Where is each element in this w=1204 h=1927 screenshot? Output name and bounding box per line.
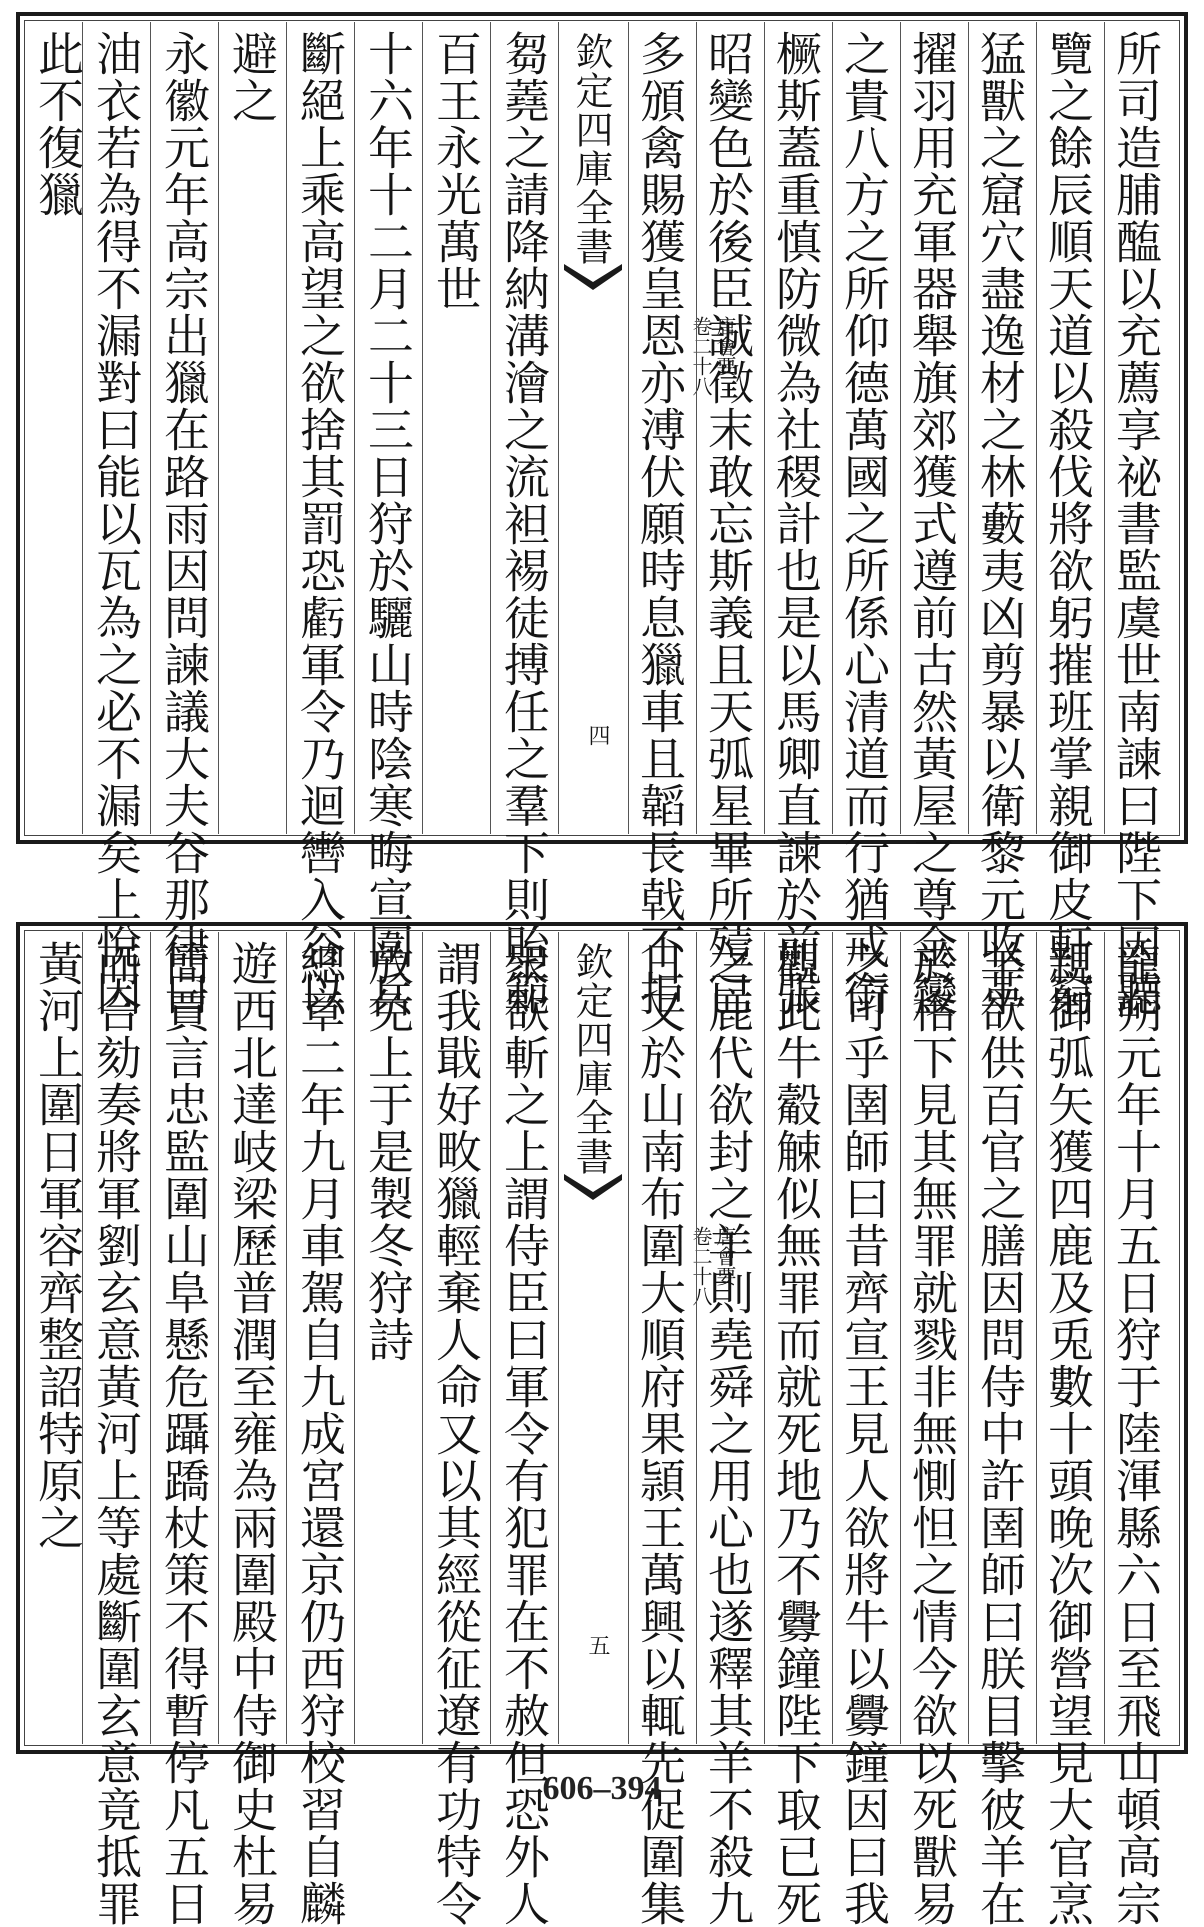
column-rule	[696, 932, 697, 1744]
text-column	[222, 30, 282, 830]
text-column	[154, 30, 214, 1017]
chapter-title: 唐會要	[713, 1226, 737, 1286]
text-column	[970, 30, 1030, 1017]
fish-tail-icon	[562, 262, 624, 292]
fish-tail-icon	[562, 1172, 624, 1202]
column-text: 於格下見其無罪就戮非無惻怛之情今欲以死獸易	[905, 940, 959, 1927]
column-rule	[832, 932, 833, 1744]
text-column	[766, 940, 826, 1927]
column-text: 之可乎圉師曰昔齊宣王見人欲將牛以釁鐘因曰我	[837, 940, 891, 1927]
top-page	[16, 12, 1188, 1017]
column-rule	[696, 22, 697, 834]
text-column	[290, 940, 350, 1927]
column-rule	[422, 932, 423, 1744]
text-column	[358, 30, 418, 1017]
column-rule	[968, 22, 969, 834]
column-text: 百王永光萬世	[429, 30, 483, 312]
column-rule	[1036, 932, 1037, 1744]
column-text: 橛斯蓋重慎防微為社稷計也是以馬卿直諫於前張	[769, 30, 823, 1017]
column-rule	[900, 932, 901, 1744]
text-column	[630, 940, 690, 1927]
text-column	[1106, 30, 1166, 1017]
column-text: 而合劾奏將軍劉玄意黃河上等處斷圍玄意竟抵罪	[89, 940, 143, 1927]
column-rule	[764, 22, 765, 834]
text-column	[426, 30, 486, 830]
text-column	[154, 940, 214, 1927]
column-rule	[286, 932, 287, 1744]
column-text: 放免上于是製冬狩詩	[361, 940, 415, 1363]
chapter-volume: 卷二十八	[689, 1226, 713, 1306]
text-column	[766, 30, 826, 1017]
text-column	[1038, 30, 1098, 1017]
column-rule	[422, 22, 423, 834]
text-column	[698, 30, 758, 1017]
text-column	[1038, 940, 1098, 1927]
text-column	[494, 30, 554, 1017]
column-text: 所司造脯醢以充薦享祕書監虞世南諫曰陛下因聽	[1109, 30, 1163, 1017]
chapter-volume: 卷二十八	[689, 316, 713, 396]
column-rule	[1036, 22, 1037, 834]
column-text: 永徽元年高宗出獵在路雨因問諫議大夫谷那律曰	[157, 30, 211, 1017]
column-text: 衆欲斬之上謂侍臣曰軍令有犯罪在不赦但恐外人	[497, 940, 551, 1927]
column-text: 十六年十二月二十三日狩於驪山時陰寒晦宣圍兵	[361, 30, 415, 1017]
column-text: 總章二年九月車駕自九成宮還京仍西狩校習自麟	[293, 940, 347, 1927]
text-column	[902, 30, 962, 1017]
text-column	[834, 940, 894, 1927]
text-column	[494, 940, 554, 1927]
text-column	[426, 940, 486, 1927]
column-rule	[82, 932, 83, 1744]
text-column	[86, 940, 146, 1927]
column-text: 覽之餘辰順天道以殺伐將欲躬摧班掌親御皮軒窮	[1041, 30, 1095, 1017]
column-rule	[354, 22, 355, 834]
column-rule	[1104, 932, 1105, 1744]
column-text: 日又於山南布圍大順府果頴王萬興以輒先促圍集	[633, 940, 687, 1927]
column-rule	[968, 932, 969, 1744]
chapter-label	[580, 316, 736, 396]
text-column	[290, 30, 350, 1017]
book-title: 欽定四庫全書	[569, 32, 613, 266]
column-rule	[558, 22, 559, 834]
text-column	[970, 940, 1030, 1927]
column-text: 黃河上圍日軍容齊整詔特原之	[31, 940, 85, 1551]
column-rule	[150, 22, 151, 834]
text-column	[28, 940, 88, 1740]
text-column	[1106, 940, 1166, 1927]
column-rule	[82, 22, 83, 834]
column-text: 謂我戢好畋獵輕棄人命又以其經從征遼有功特令	[429, 940, 483, 1927]
column-text: 羊欲供百官之膳因問侍中許圉師曰朕目擊彼羊在	[973, 940, 1027, 1927]
book-title: 欽定四庫全書	[569, 942, 613, 1176]
column-rule	[900, 22, 901, 834]
text-column	[834, 30, 894, 1017]
page-code: 606–394	[542, 1770, 662, 1807]
column-text: 龍朔元年十月五日狩于陸渾縣六日至飛山頓高宗	[1109, 940, 1163, 1927]
column-text: 此不復獵	[31, 30, 85, 218]
chapter-title: 唐會要	[713, 316, 737, 376]
text-column	[698, 940, 758, 1927]
column-text: 觀此牛觳觫似無罪而就死地乃不釁鐘陛下取已死	[769, 940, 823, 1927]
column-rule	[490, 932, 491, 1744]
column-rule	[628, 932, 629, 1744]
text-column	[28, 30, 88, 830]
column-text: 之貴八方之所仰德萬國之所係心清道而行猶戒銜	[837, 30, 891, 1017]
column-text: 多頒禽賜獲皇恩亦溥伏願時息獵車且韜長戟不拒	[633, 30, 687, 1017]
column-rule	[832, 22, 833, 834]
column-text: 親御弧矢獲四鹿及兎數十頭晚次御營望見大官烹	[1041, 940, 1095, 1927]
column-rule	[764, 932, 765, 1744]
page-number: 四	[585, 724, 610, 746]
text-column	[222, 940, 282, 1927]
column-rule	[628, 22, 629, 834]
column-text: 斷絕上乘高望之欲捨其罰恐虧軍令乃迴轡入谷以	[293, 30, 347, 1017]
column-text: 避之	[225, 30, 279, 124]
column-text: 油衣若為得不漏對曰能以瓦為之必不漏矣上悅因	[89, 30, 143, 1017]
column-text: 猛獸之窟穴盡逸材之林藪夷凶剪暴以衛黎元收革	[973, 30, 1027, 1017]
column-rule	[286, 22, 287, 834]
column-rule	[354, 932, 355, 1744]
column-rule	[218, 932, 219, 1744]
column-rule	[218, 22, 219, 834]
column-text: 之鹿代欲封之羊則堯舜之用心也遂釋其羊不殺九	[701, 940, 755, 1927]
column-rule	[490, 22, 491, 834]
text-column	[902, 940, 962, 1927]
column-rule	[558, 932, 559, 1744]
column-text: 芻蕘之請降納溝澮之流袒裼徒搏任之羣下則貽範	[497, 30, 551, 1017]
text-column	[86, 30, 146, 1017]
chapter-label	[580, 1226, 736, 1306]
column-text: 昭變色於後臣誠徵末敢忘斯義且天弧星畢所殪已	[701, 30, 755, 1017]
page-number: 五	[585, 1634, 610, 1656]
column-text: 簡賈言忠監圍山阜懸危躡蹻杖策不得暫停凡五日	[157, 940, 211, 1927]
column-rule	[150, 932, 151, 1744]
column-text: 遊西北達岐梁歷普潤至雍為兩圍殿中侍御史杜易	[225, 940, 279, 1927]
text-column	[358, 940, 418, 1740]
column-text: 擢羽用充軍器舉旗郊獲式遵前古然黃屋之尊金鑾	[905, 30, 959, 1017]
column-rule	[1104, 22, 1105, 834]
text-column	[630, 30, 690, 1017]
